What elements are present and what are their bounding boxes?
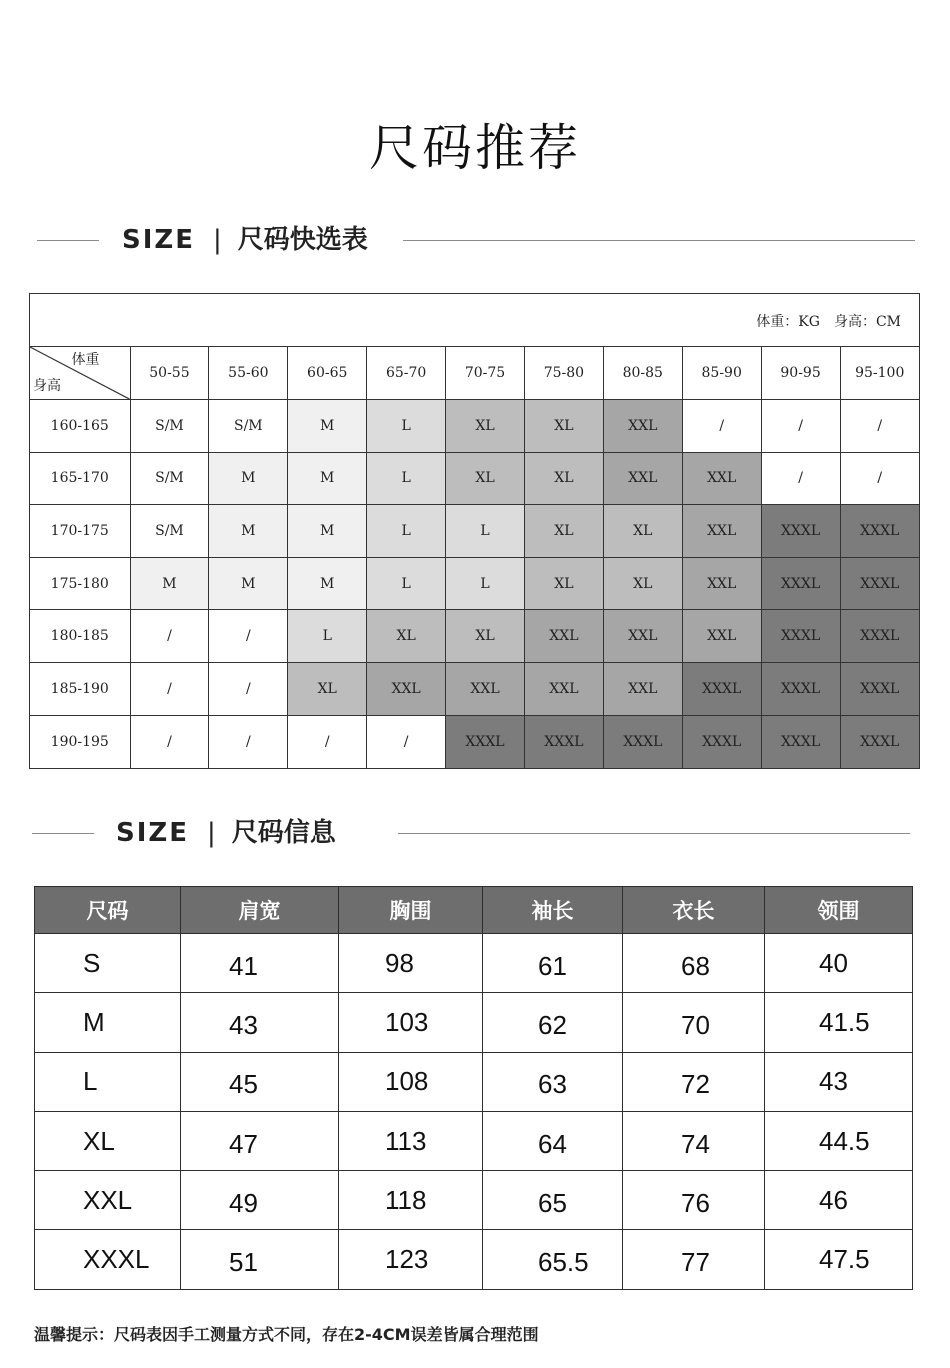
size-quick-select-table <box>29 293 920 769</box>
weight-header: 55-60 <box>209 347 288 400</box>
page-title: 尺码推荐 <box>369 119 581 177</box>
divider-left <box>37 240 99 241</box>
weight-header: 75-80 <box>524 347 603 400</box>
size-cell: XL <box>288 663 367 716</box>
weight-header: 80-85 <box>603 347 682 400</box>
measurement-cell: 41 <box>181 934 339 993</box>
corner-height-label: 身高 <box>33 378 61 395</box>
size-cell: XXL <box>367 663 446 716</box>
size-cell: XXL <box>603 610 682 663</box>
size-cell: / <box>682 400 761 453</box>
info-row <box>35 1052 913 1111</box>
size-cell: XL <box>603 557 682 610</box>
size-cell: XL <box>524 400 603 453</box>
weight-header: 90-95 <box>761 347 840 400</box>
size-name-cell: XL <box>35 1111 181 1170</box>
size-name-cell: S <box>35 934 181 993</box>
section-title-en: SIZE <box>122 225 196 255</box>
size-cell: / <box>209 715 288 768</box>
size-cell: XXXL <box>840 715 919 768</box>
size-cell: XXXL <box>840 557 919 610</box>
size-cell: XXXL <box>761 505 840 558</box>
weight-header: 50-55 <box>130 347 209 400</box>
size-name-cell: L <box>35 1052 181 1111</box>
footnote: 温馨提示：尺码表因手工测量方式不同，存在2-4CM误差皆属合理范围 <box>34 1325 539 1344</box>
info-row <box>35 1171 913 1230</box>
size-cell: M <box>288 557 367 610</box>
size-cell: XL <box>524 505 603 558</box>
size-cell: S/M <box>130 452 209 505</box>
weight-header: 95-100 <box>840 347 919 400</box>
measurement-cell: 63 <box>483 1052 623 1111</box>
measurement-cell: 77 <box>623 1230 765 1289</box>
info-row <box>35 1230 913 1289</box>
measurement-cell: 103 <box>339 993 483 1052</box>
size-name-cell: M <box>35 993 181 1052</box>
measurement-cell: 98 <box>339 934 483 993</box>
measurement-cell: 43 <box>765 1052 913 1111</box>
section-title <box>122 220 368 260</box>
size-cell: XXL <box>446 663 525 716</box>
height-label: 185-190 <box>30 663 130 716</box>
size-info-table <box>34 886 913 1290</box>
size-cell: XXL <box>682 557 761 610</box>
size-cell: XXXL <box>840 505 919 558</box>
corner-weight-label: 体重 <box>71 352 100 368</box>
measurement-cell: 72 <box>623 1052 765 1111</box>
measurement-cell: 40 <box>765 934 913 993</box>
size-cell: XXXL <box>840 663 919 716</box>
size-cell: M <box>288 505 367 558</box>
size-cell: XXL <box>603 400 682 453</box>
size-name-cell: XXXL <box>35 1230 181 1289</box>
size-cell: M <box>288 452 367 505</box>
size-cell: / <box>209 663 288 716</box>
weight-header: 70-75 <box>446 347 525 400</box>
info-row <box>35 993 913 1052</box>
size-cell: / <box>761 452 840 505</box>
size-name-cell: XXL <box>35 1171 181 1230</box>
size-cell: XXXL <box>761 663 840 716</box>
size-cell: / <box>367 715 446 768</box>
height-label: 170-175 <box>30 505 130 558</box>
info-header-cell: 袖长 <box>483 887 623 934</box>
size-cell: XL <box>367 610 446 663</box>
measurement-cell: 113 <box>339 1111 483 1170</box>
height-row <box>30 610 919 663</box>
section-title <box>116 813 336 853</box>
measurement-cell: 118 <box>339 1171 483 1230</box>
height-row <box>30 400 919 453</box>
size-cell: XL <box>524 557 603 610</box>
measurement-cell: 49 <box>181 1171 339 1230</box>
size-cell: / <box>840 452 919 505</box>
section-title-zh: 尺码信息 <box>231 818 336 848</box>
section-title-en: SIZE <box>116 818 190 848</box>
size-cell: / <box>130 663 209 716</box>
size-cell: S/M <box>130 400 209 453</box>
measurement-cell: 74 <box>623 1111 765 1170</box>
size-cell: M <box>209 452 288 505</box>
size-cell: XXXL <box>761 557 840 610</box>
size-cell: XL <box>446 400 525 453</box>
measurement-cell: 45 <box>181 1052 339 1111</box>
size-cell: XXXL <box>446 715 525 768</box>
measurement-cell: 62 <box>483 993 623 1052</box>
divider-right <box>403 240 915 241</box>
size-cell: XL <box>446 452 525 505</box>
size-cell: / <box>130 610 209 663</box>
size-cell: M <box>209 505 288 558</box>
measurement-cell: 76 <box>623 1171 765 1230</box>
info-header-cell: 肩宽 <box>181 887 339 934</box>
size-cell: XL <box>603 505 682 558</box>
info-row <box>35 1111 913 1170</box>
height-row <box>30 663 919 716</box>
size-cell: L <box>288 610 367 663</box>
size-cell: M <box>130 557 209 610</box>
info-header-cell: 胸围 <box>339 887 483 934</box>
size-cell: XXXL <box>603 715 682 768</box>
section-title-separator: | <box>213 225 222 255</box>
size-cell: L <box>367 505 446 558</box>
size-cell: / <box>209 610 288 663</box>
height-label: 180-185 <box>30 610 130 663</box>
info-header-cell: 领围 <box>765 887 913 934</box>
measurement-cell: 65 <box>483 1171 623 1230</box>
measurement-cell: 65.5 <box>483 1230 623 1289</box>
measurement-cell: 47.5 <box>765 1230 913 1289</box>
height-label: 165-170 <box>30 452 130 505</box>
size-cell: XXL <box>682 452 761 505</box>
height-row <box>30 557 919 610</box>
weight-header: 85-90 <box>682 347 761 400</box>
size-cell: L <box>446 505 525 558</box>
height-label: 175-180 <box>30 557 130 610</box>
height-row <box>30 452 919 505</box>
measurement-cell: 47 <box>181 1111 339 1170</box>
size-cell: / <box>288 715 367 768</box>
measurement-cell: 70 <box>623 993 765 1052</box>
size-cell: L <box>367 400 446 453</box>
size-cell: XL <box>446 610 525 663</box>
size-cell: XXL <box>524 663 603 716</box>
size-cell: / <box>840 400 919 453</box>
height-label: 160-165 <box>30 400 130 453</box>
size-cell: S/M <box>209 400 288 453</box>
size-cell: XXL <box>603 452 682 505</box>
size-cell: / <box>761 400 840 453</box>
weight-header: 65-70 <box>367 347 446 400</box>
size-cell: / <box>130 715 209 768</box>
measurement-cell: 61 <box>483 934 623 993</box>
size-cell: S/M <box>130 505 209 558</box>
measurement-cell: 41.5 <box>765 993 913 1052</box>
weight-header-row <box>30 347 919 400</box>
height-label: 190-195 <box>30 715 130 768</box>
size-cell: XXXL <box>840 610 919 663</box>
measurement-cell: 44.5 <box>765 1111 913 1170</box>
size-cell: XXL <box>682 610 761 663</box>
size-cell: L <box>446 557 525 610</box>
size-cell: XXXL <box>682 663 761 716</box>
quick-grid <box>30 347 919 768</box>
info-header-cell: 尺码 <box>35 887 181 934</box>
section-header-quick-select <box>37 220 915 260</box>
divider-right <box>398 833 910 834</box>
height-row <box>30 715 919 768</box>
size-cell: L <box>367 557 446 610</box>
size-cell: L <box>367 452 446 505</box>
info-row <box>35 934 913 993</box>
unit-row <box>30 294 919 347</box>
corner-cell <box>30 347 130 400</box>
weight-header: 60-65 <box>288 347 367 400</box>
size-cell: XL <box>524 452 603 505</box>
measurement-cell: 43 <box>181 993 339 1052</box>
size-cell: XXL <box>524 610 603 663</box>
measurement-cell: 51 <box>181 1230 339 1289</box>
size-cell: M <box>209 557 288 610</box>
size-cell: XXXL <box>524 715 603 768</box>
measurement-cell: 68 <box>623 934 765 993</box>
unit-note: 体重：KG 身高：CM <box>756 314 901 330</box>
size-cell: XXXL <box>761 610 840 663</box>
section-header-size-info <box>32 813 910 853</box>
info-header-cell: 衣长 <box>623 887 765 934</box>
size-cell: XXL <box>603 663 682 716</box>
measurement-cell: 108 <box>339 1052 483 1111</box>
size-cell: XXXL <box>682 715 761 768</box>
section-title-zh: 尺码快选表 <box>237 225 368 255</box>
size-cell: XXXL <box>761 715 840 768</box>
section-title-separator: | <box>207 818 216 848</box>
size-cell: XXL <box>682 505 761 558</box>
measurement-cell: 123 <box>339 1230 483 1289</box>
measurement-cell: 64 <box>483 1111 623 1170</box>
measurement-cell: 46 <box>765 1171 913 1230</box>
size-cell: M <box>288 400 367 453</box>
info-header-row <box>35 887 913 934</box>
height-row <box>30 505 919 558</box>
divider-left <box>32 833 94 834</box>
